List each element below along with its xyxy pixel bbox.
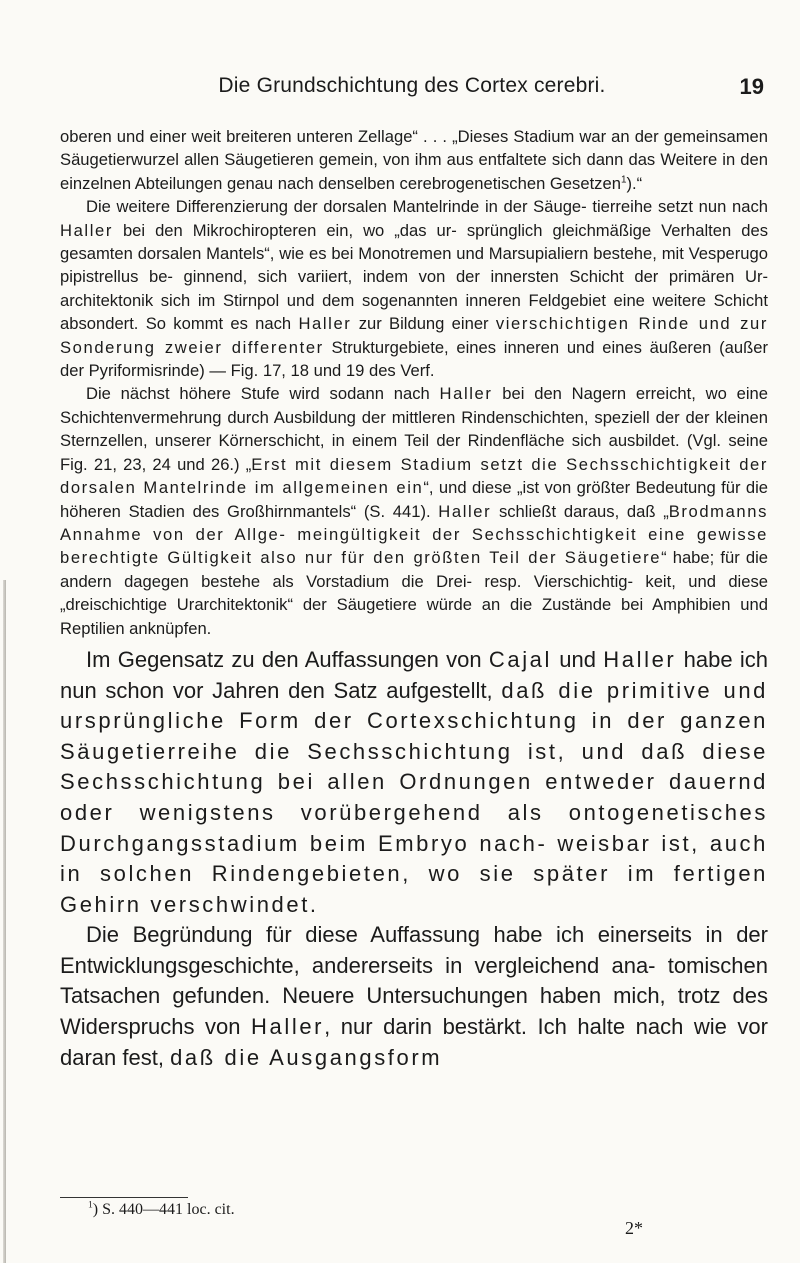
author-name: Haller — [60, 220, 113, 240]
paragraph-quote-continuation: oberen und einer weit breiteren unteren Zellage“ . . . „Dieses Stadium war an der gemeinsamen Säugetierwurzel allen Säugetieren gemein, von ihm aus entfaltete sich dann das Weitere in den einzelnen Abteilungen genau nach denselben cerebrogenetischen Gesetzen$^1$).“ — [60, 127, 768, 193]
page-header — [60, 74, 764, 114]
emphasis-spaced: daß die primitive und ursprüngliche Form der Cortexschichtung in der ganzen Säugetierreihe die Sechsschichtung ist, und daß diese Sechsschichtung bei allen Ordnungen entweder dauernd oder wenigstens vorübergehend als ontogenetisches Durchgangsstadium beim Embryo nach- weisbar ist, auch in solchen Rindengebieten, wo sie später im fertigen Gehirn verschwindet. — [60, 677, 769, 917]
footnote: $^1$) S. 440—441 loc. cit. — [88, 1199, 235, 1218]
paragraph-rodents-stage: Die nächst höhere Stufe wird sodann nach Haller bei den Nagern erreicht, wo eine Schichtenvermehrung durch Ausbildung der mittleren Rindenschichten, speziell der der kleinen Sternzellen, unserer Körnerschicht, in einem Teil der Rindenfläche sich ausbildet. (Vgl. seine Fig. 21, 23, 24 und 26.) „Erst mit diesem Stadium setzt die Sechsschichtigkeit der dorsalen Mantelrinde im allgemeinen ein“, und diese „ist von größter Bedeutung für die höheren Stadien des Großhirnmantels“ (S. 441). Haller schließt daraus, daß „Brodmanns Annahme von der Allge- meingültigkeit der Sechsschichtigkeit eine gewisse berechtigte Gültigkeit also nur für den größten Teil der Säugetiere“ habe; für die andern dagegen bestehe als Vorstadium die Drei- resp. Vierschichtig- keit, und diese „dreischichtige Urarchitektonik“ der Säugetiere würde an die Zustände bei Amphibien und Reptilien anknüpfen. — [60, 384, 768, 638]
small-print-block — [60, 125, 768, 640]
author-name: Haller — [603, 646, 677, 672]
author-name: Cajal — [488, 646, 553, 672]
page-number: 19 — [739, 74, 764, 99]
emphasis-spaced: Brodmanns Annahme von der Allge- meingültigkeit der Sechsschichtigkeit eine gewisse berechtigte Gültigkeit also nur für den größten Teil der Säugetiere — [60, 501, 768, 568]
signature-mark: 2* — [625, 1218, 643, 1238]
paragraph-justification: Die Begründung für diese Auffassung habe ich einerseits in der Entwicklungsgeschichte, andererseits in vergleichend ana- tomischen Tatsachen gefunden. Neuere Untersuchungen haben mich, trotz des Widerspruchs von Haller, nur darin bestärkt. Ich halte nach wie vor daran fest, daß die Ausgangsform — [60, 922, 768, 1070]
author-name: Haller — [439, 384, 493, 404]
author-name: Haller — [438, 501, 492, 521]
body-text — [60, 125, 768, 1073]
paragraph-haller-differentiation: Die weitere Differenzierung der dorsalen Mantelrinde in der Säuge- tierreihe setzt nun nach Haller bei den Mikrochiropteren ein, wo „das ur- sprünglich gleichmäßige Verhalten des gesamten dorsalen Mantels“, wie es bei Monotremen und Marsupialiern bestehe, mit Vesperugo pipistrellus be- ginnend, sich variiert, indem von der innersten Schicht der primären Ur- architektonik sich im Stirnpol und dem sogenannten inneren Feldgebiet eine weitere Schicht absondert. So kommt es nach Haller zur Bildung einer vierschichtigen Rinde und zur Sonderung zweier differenter Strukturgebiete, eines inneren und eines äußeren (außer der Pyriformisrinde) — Fig. 17, 18 und 19 des Verf. — [60, 197, 769, 381]
footnote-rule — [60, 1197, 188, 1198]
footnote-marker: 1 — [88, 1199, 93, 1211]
running-title: Die Grundschichtung des Cortex cerebri. — [218, 74, 606, 97]
emphasis-spaced: daß die Ausgangsform — [170, 1044, 443, 1070]
page-gutter-shadow — [3, 580, 6, 1263]
main-text-block — [60, 645, 768, 1073]
emphasis-spaced: Erst mit diesem Stadium setzt die Sechsschichtigkeit der dorsalen Mantelrinde im allgemeinen ein — [60, 454, 768, 498]
footnote-ref: 1 — [620, 174, 627, 186]
author-name: Haller — [251, 1014, 325, 1040]
author-name: Haller — [298, 314, 352, 334]
paragraph-six-layer-thesis: Im Gegensatz zu den Auffassungen von Cajal und Haller habe ich nun schon vor Jahren den Satz aufgestellt, daß die primitive und ursprüngliche Form der Cortexschichtung in der ganzen Säugetierreihe die Sechsschichtung ist, und daß diese Sechsschichtung bei allen Ordnungen entweder dauernd oder wenigstens vorübergehend als ontogenetisches Durchgangsstadium beim Embryo nach- weisbar ist, auch in solchen Rindengebieten, wo sie später im fertigen Gehirn verschwindet. — [60, 646, 769, 917]
emphasis-spaced: vierschichtigen Rinde und zur Sonderung zweier differenter — [60, 314, 768, 357]
